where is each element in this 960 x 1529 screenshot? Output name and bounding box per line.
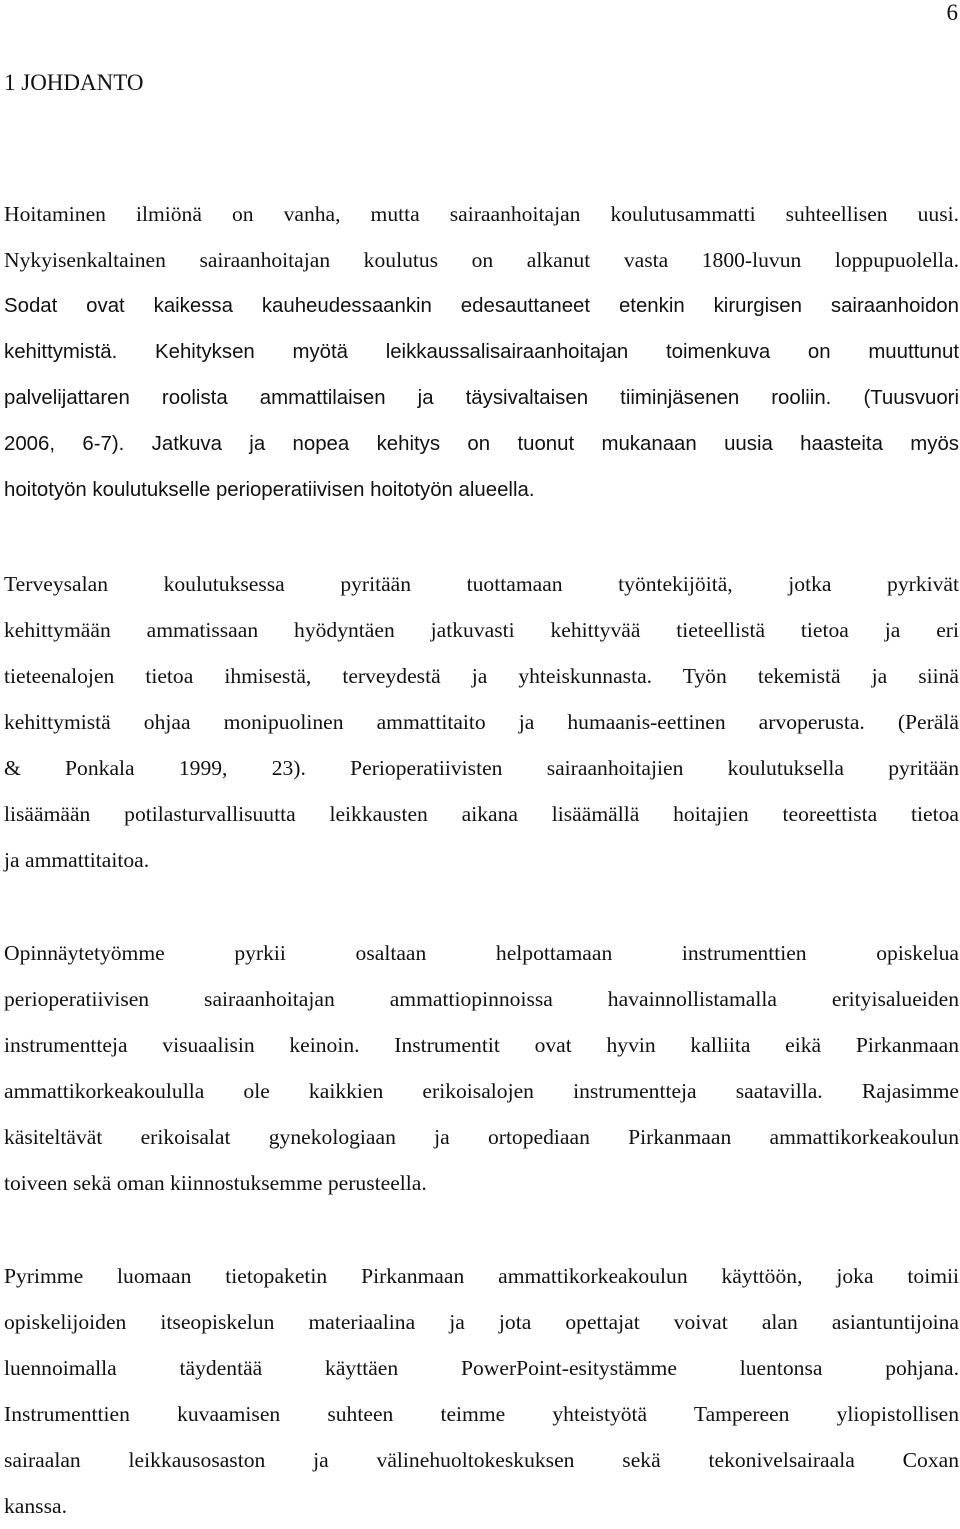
paragraph-line: Opinnäytetyömme pyrkii osaltaan helpottamaan instrumenttien opiskelua bbox=[4, 941, 959, 965]
paragraph-line: käsiteltävät erikoisalat gynekologiaan ja ortopediaan Pirkanmaan ammattikorkeakoulun bbox=[4, 1125, 959, 1149]
paragraph-line: kehittymään ammatissaan hyödyntäen jatkuvasti kehittyvää tieteellistä tietoa ja eri bbox=[4, 618, 959, 642]
paragraph-line: & Ponkala 1999, 23). Perioperatiivisten sairaanhoitajien koulutuksella pyritään bbox=[4, 756, 959, 780]
paragraph-1 bbox=[4, 191, 959, 513]
paragraph-line: ammattikorkeakoululla ole kaikkien erikoisalojen instrumentteja saatavilla. Rajasimme bbox=[4, 1079, 959, 1103]
paragraph-line: toiveen sekä oman kiinnostuksemme perusteella. bbox=[4, 1171, 427, 1195]
paragraph-line: palvelijattaren roolista ammattilaisen ja täysivaltaisen tiiminjäsenen rooliin. (Tuusvuori bbox=[4, 387, 959, 409]
paragraph-3 bbox=[4, 930, 959, 1206]
paragraph-line: tieteenalojen tietoa ihmisestä, terveydestä ja yhteiskunnasta. Työn tekemistä ja siinä bbox=[4, 664, 959, 688]
paragraph-line: Sodat ovat kaikessa kauheudessaankin edesauttaneet etenkin kirurgisen sairaanhoidon bbox=[4, 295, 959, 317]
paragraph-line: 2006, 6-7). Jatkuva ja nopea kehitys on tuonut mukanaan uusia haasteita myös bbox=[4, 433, 959, 455]
paragraph-line: Pyrimme luomaan tietopaketin Pirkanmaan ammattikorkeakoulun käyttöön, joka toimii bbox=[4, 1264, 959, 1288]
paragraph-line: perioperatiivisen sairaanhoitajan ammattiopinnoissa havainnollistamalla erityisalueiden bbox=[4, 987, 959, 1011]
paragraph-4 bbox=[4, 1253, 959, 1529]
paragraph-line: ja ammattitaitoa. bbox=[4, 848, 150, 872]
paragraph-line: kehittymistä. Kehityksen myötä leikkaussalisairaanhoitajan toimenkuva on muuttunut bbox=[4, 341, 959, 363]
paragraph-2 bbox=[4, 561, 959, 883]
paragraph-line: lisäämään potilasturvallisuutta leikkausten aikana lisäämällä hoitajien teoreettista tietoa bbox=[4, 802, 959, 826]
chapter-heading: 1 JOHDANTO bbox=[4, 70, 144, 95]
paragraph-line: hoitotyön koulutukselle perioperatiivisen hoitotyön alueella. bbox=[4, 479, 535, 501]
paragraph-line: Terveysalan koulutuksessa pyritään tuottamaan työntekijöitä, jotka pyrkivät bbox=[4, 572, 959, 596]
page-number: 6 bbox=[946, 0, 958, 25]
paragraph-line: Instrumenttien kuvaamisen suhteen teimme yhteistyötä Tampereen yliopistollisen bbox=[4, 1402, 959, 1426]
paragraph-line: Hoitaminen ilmiönä on vanha, mutta sairaanhoitajan koulutusammatti suhteellisen uusi. bbox=[4, 202, 959, 226]
paragraph-line: sairaalan leikkausosaston ja välinehuoltokeskuksen sekä tekonivelsairaala Coxan bbox=[4, 1448, 959, 1472]
paragraph-line: opiskelijoiden itseopiskelun materiaalina ja jota opettajat voivat alan asiantuntijoina bbox=[4, 1310, 959, 1334]
paragraph-line: instrumentteja visuaalisin keinoin. Instrumentit ovat hyvin kalliita eikä Pirkanmaan bbox=[4, 1033, 959, 1057]
paragraph-line: Nykyisenkaltainen sairaanhoitajan koulutus on alkanut vasta 1800-luvun loppupuolella. bbox=[4, 248, 959, 272]
paragraph-line: luennoimalla täydentää käyttäen PowerPoint-esitystämme luentonsa pohjana. bbox=[4, 1356, 959, 1380]
paragraph-line: kehittymistä ohjaa monipuolinen ammattitaito ja humaanis-eettinen arvoperusta. (Perälä bbox=[4, 710, 959, 734]
paragraph-line: kanssa. bbox=[4, 1494, 67, 1518]
